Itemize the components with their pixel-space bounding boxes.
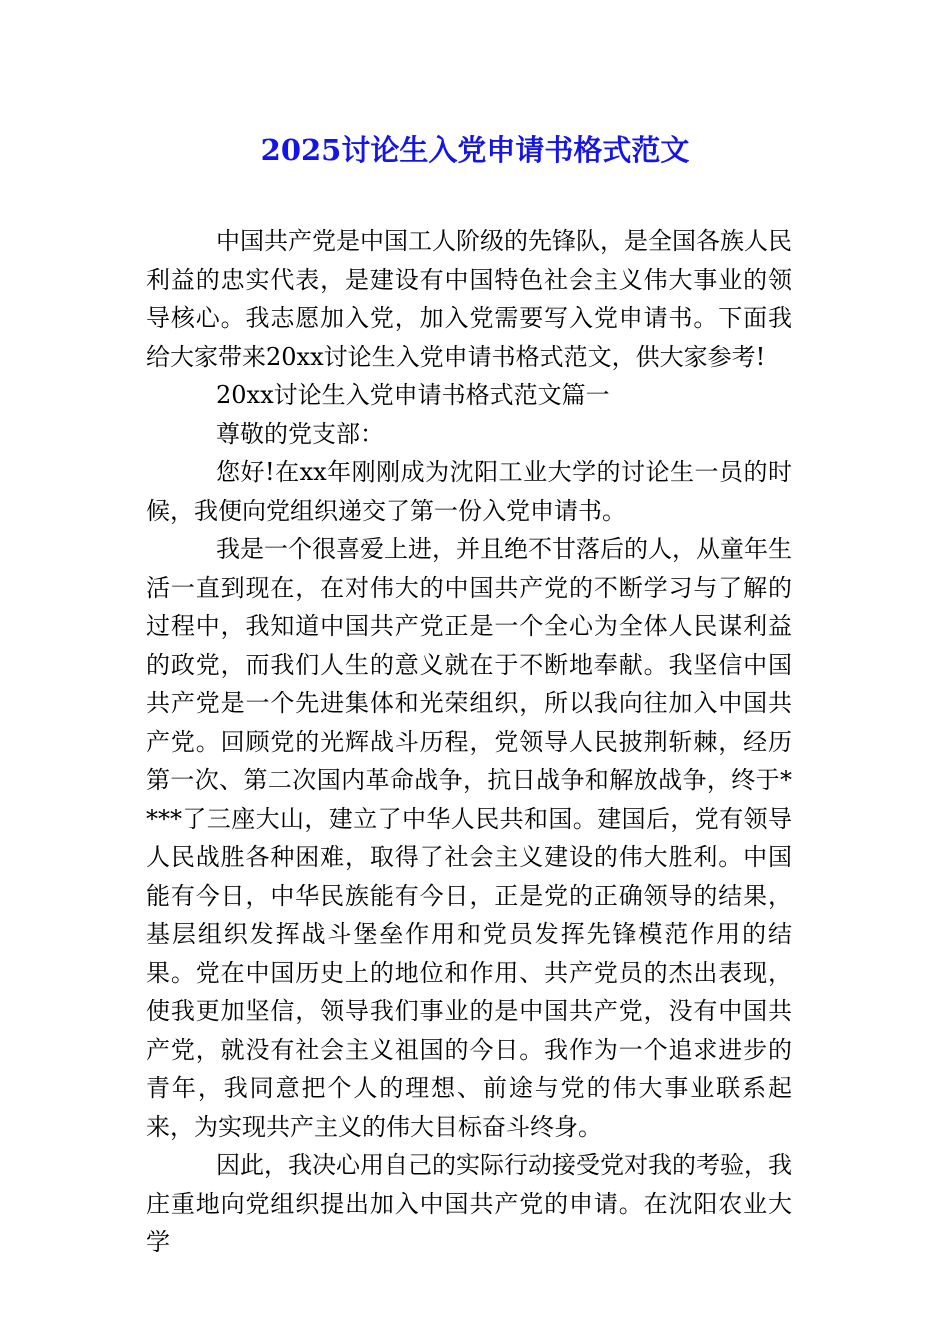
body-paragraph-resolve: 因此，我决心用自己的实际行动接受党对我的考验，我庄重地向党组织提出加入中国共产党的申请。在沈阳农业大学 xyxy=(146,1151,792,1256)
body-paragraph-greeting: 您好!在xx年刚刚成为沈阳工业大学的讨论生一员的时候，我便向党组织递交了第一份入党申请书。 xyxy=(146,458,792,525)
body-paragraph-intro: 中国共产党是中国工人阶级的先锋队，是全国各族人民利益的忠实代表，是建设有中国特色社会主义伟大事业的领导核心。我志愿加入党，加入党需要写入党申请书。下面我给大家带来20xx讨论生入党申请书格式范文，供大家参考! xyxy=(146,227,792,371)
section-heading: 20xx讨论生入党申请书格式范文篇一 xyxy=(216,381,610,409)
body-paragraph-main: 我是一个很喜爱上进，并且绝不甘落后的人，从童年生活一直到现在，在对伟大的中国共产党的不断学习与了解的过程中，我知道中国共产党正是一个全心为全体人民谋利益的政党，而我们人生的意义就在于不断地奉献。我坚信中国共产党是一个先进集体和光荣组织，所以我向往加入中国共产党。回顾党的光辉战斗历程，党领导人民披荆斩棘，经历第一次、第二次国内革命战争，抗日战争和解放战争，终于****了三座大山，建立了中华人民共和国。建国后，党有领导人民战胜各种困难，取得了社会主义建设的伟大胜利。中国能有今日，中华民族能有今日，正是党的正确领导的结果，基层组织发挥战斗堡垒作用和党员发挥先锋模范作用的结果。党在中国历史上的地位和作用、共产党员的杰出表现，使我更加坚信，领导我们事业的是中国共产党，没有中国共产党，就没有社会主义祖国的今日。我作为一个追求进步的青年，我同意把个人的理想、前途与党的伟大事业联系起来，为实现共产主义的伟大目标奋斗终身。 xyxy=(146,535,792,1141)
document-body xyxy=(146,222,792,1262)
salutation: 尊敬的党支部： xyxy=(216,419,384,448)
document-title: 2025讨论生入党申请书格式范文 xyxy=(260,133,690,167)
